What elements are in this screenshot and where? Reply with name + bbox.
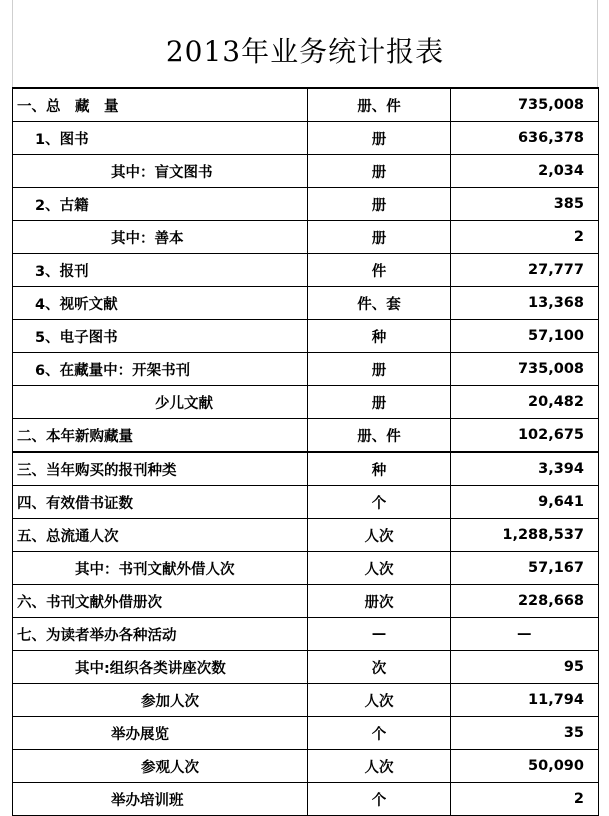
- row-item: 其中：书刊文献外借人次: [13, 552, 308, 585]
- row-value: 228,668: [451, 585, 599, 618]
- row-unit: 人次: [308, 750, 451, 783]
- row-item: 少儿文献: [13, 386, 308, 419]
- table-row: [13, 552, 599, 585]
- row-item: 其中:组织各类讲座次数: [13, 651, 308, 684]
- table-row: [13, 353, 599, 386]
- row-unit: 人次: [308, 552, 451, 585]
- row-item: 3、报刊: [13, 254, 308, 287]
- row-value: 20,482: [451, 386, 599, 419]
- row-value: 735,008: [451, 353, 599, 386]
- table-row: [13, 651, 599, 684]
- row-value: 95: [451, 651, 599, 684]
- table-row: [13, 684, 599, 717]
- row-value: 2,034: [451, 155, 599, 188]
- table-row: [13, 585, 599, 618]
- row-item: 参观人次: [13, 750, 308, 783]
- row-unit: 个: [308, 486, 451, 519]
- table-row: [13, 320, 599, 353]
- row-unit: 次: [308, 651, 451, 684]
- row-value: 57,167: [451, 552, 599, 585]
- row-value: 2: [451, 221, 599, 254]
- row-unit: 册: [308, 386, 451, 419]
- row-value: 11,794: [451, 684, 599, 717]
- row-item: 六、书刊文献外借册次: [13, 585, 308, 618]
- table-row: [13, 452, 599, 486]
- table-row: [13, 519, 599, 552]
- row-unit: —: [308, 618, 451, 651]
- row-item: 举办展览: [13, 717, 308, 750]
- row-unit: 人次: [308, 519, 451, 552]
- table-row: [13, 717, 599, 750]
- row-value: 735,008: [451, 88, 599, 122]
- row-item: 举办培训班: [13, 783, 308, 816]
- table-row: [13, 783, 599, 816]
- row-unit: 册、件: [308, 419, 451, 453]
- statistics-table: [12, 87, 599, 816]
- row-value: 385: [451, 188, 599, 221]
- row-unit: 册: [308, 122, 451, 155]
- row-unit: 件、套: [308, 287, 451, 320]
- table-row: [13, 254, 599, 287]
- table-row: [13, 486, 599, 519]
- row-unit: 人次: [308, 684, 451, 717]
- row-item: 4、视听文献: [13, 287, 308, 320]
- row-value: —: [451, 618, 599, 651]
- table-row: [13, 221, 599, 254]
- row-item: 6、在藏量中：开架书刊: [13, 353, 308, 386]
- row-value: 9,641: [451, 486, 599, 519]
- row-item: 5、电子图书: [13, 320, 308, 353]
- row-unit: 册: [308, 155, 451, 188]
- row-value: 13,368: [451, 287, 599, 320]
- table-row: [13, 88, 599, 122]
- row-item: 四、有效借书证数: [13, 486, 308, 519]
- row-unit: 册: [308, 353, 451, 386]
- row-unit: 种: [308, 452, 451, 486]
- table-row: [13, 155, 599, 188]
- row-unit: 种: [308, 320, 451, 353]
- row-value: 35: [451, 717, 599, 750]
- table-row: [13, 750, 599, 783]
- row-item: 2、古籍: [13, 188, 308, 221]
- row-item: 七、为读者举办各种活动: [13, 618, 308, 651]
- row-item: 一、总 藏 量: [13, 88, 308, 122]
- row-unit: 册、件: [308, 88, 451, 122]
- row-item: 其中：善本: [13, 221, 308, 254]
- row-item: 参加人次: [13, 684, 308, 717]
- table-row: [13, 419, 599, 453]
- row-value: 50,090: [451, 750, 599, 783]
- table-row: [13, 618, 599, 651]
- row-unit: 个: [308, 783, 451, 816]
- row-unit: 册: [308, 188, 451, 221]
- table-row: [13, 122, 599, 155]
- row-value: 636,378: [451, 122, 599, 155]
- row-unit: 册次: [308, 585, 451, 618]
- report-title: 2013年业务统计报表: [165, 35, 445, 68]
- row-item: 1、图书: [13, 122, 308, 155]
- row-value: 1,288,537: [451, 519, 599, 552]
- row-value: 57,100: [451, 320, 599, 353]
- table-row: [13, 287, 599, 320]
- row-item: 五、总流通人次: [13, 519, 308, 552]
- table-row: [13, 386, 599, 419]
- row-unit: 件: [308, 254, 451, 287]
- row-value: 27,777: [451, 254, 599, 287]
- row-item: 三、当年购买的报刊种类: [13, 452, 308, 486]
- row-item: 二、本年新购藏量: [13, 419, 308, 453]
- row-value: 3,394: [451, 452, 599, 486]
- row-unit: 个: [308, 717, 451, 750]
- table-row: [13, 188, 599, 221]
- row-unit: 册: [308, 221, 451, 254]
- row-item: 其中：盲文图书: [13, 155, 308, 188]
- row-value: 102,675: [451, 419, 599, 453]
- row-value: 2: [451, 783, 599, 816]
